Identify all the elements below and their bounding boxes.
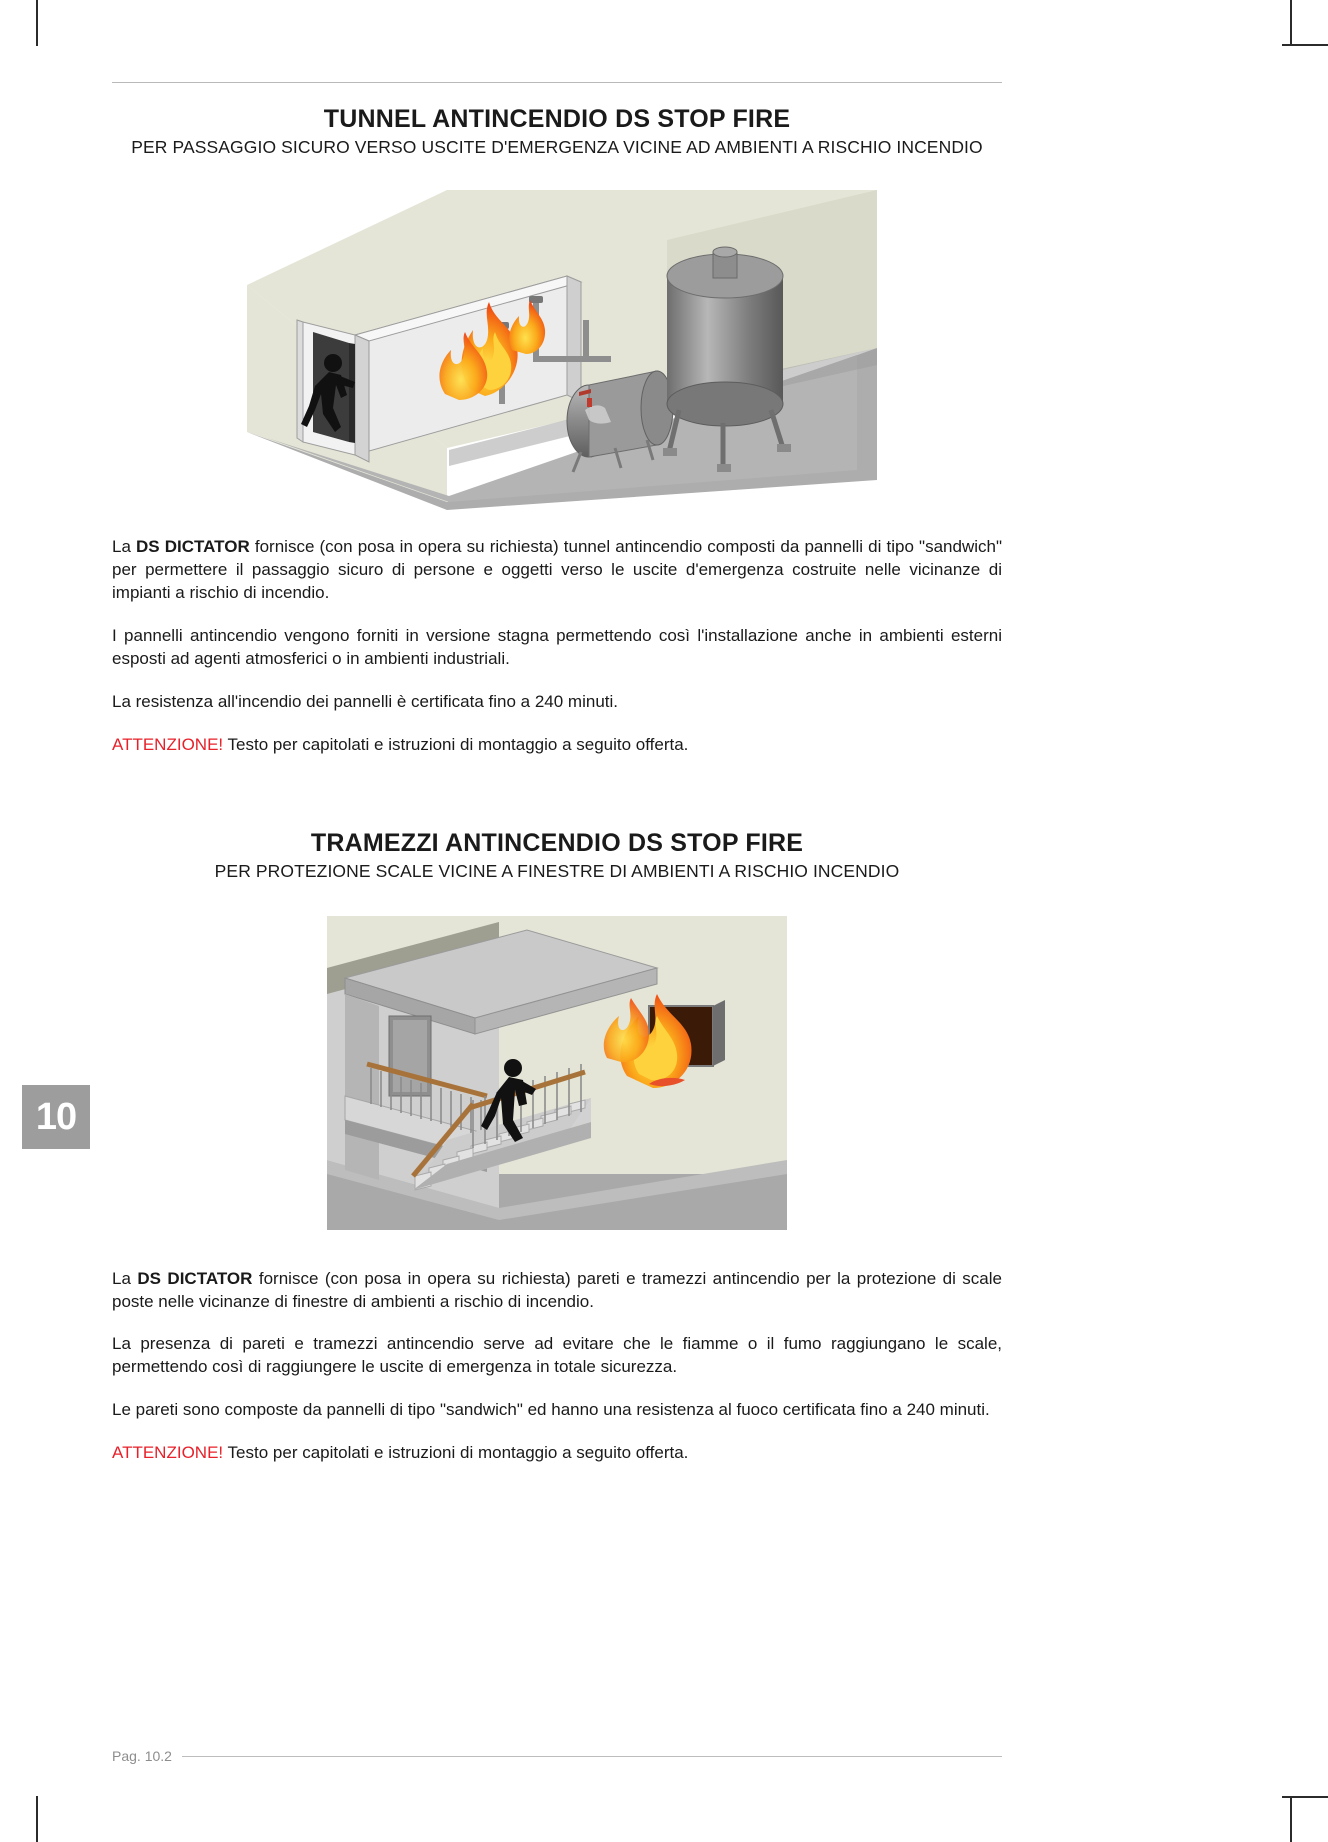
section-1-paragraph-2: I pannelli antincendio vengono forniti in versione stagna permettendo così l'installazione anche in ambienti esterni esposti ad agenti atmosferici o in ambienti industriali.: [112, 625, 1002, 668]
stairway-fire-illustration: [327, 908, 787, 1238]
warning-text: Testo per capitolati e istruzioni di montaggio a seguito offerta.: [223, 734, 689, 754]
brand-name-2: DS DICTATOR: [137, 1268, 253, 1288]
section-2-subtitle: PER PROTEZIONE SCALE VICINE A FINESTRE DI AMBIENTI A RISCHIO INCENDIO: [214, 860, 900, 881]
p1-pre: La: [112, 537, 137, 556]
crop-mark-bottom-right-vertical: [1290, 1796, 1292, 1842]
section-2-paragraph-3: Le pareti sono composte da pannelli di tipo "sandwich" ed hanno una resistenza al fuoco certificata fino a 240 minuti.: [112, 1400, 990, 1420]
section-2-paragraph-2: La presenza di pareti e tramezzi antincendio serve ad evitare che le fiamme o il fumo raggiungano le scale, permettendo così di raggiungere le uscite di emergenza in totale sicurezza.: [112, 1334, 1002, 1377]
tunnel-fire-illustration: [237, 180, 877, 510]
section-1-title: TUNNEL ANTINCENDIO DS STOP FIRE: [323, 105, 791, 133]
page-content: [112, 82, 1002, 1465]
section-2-header: [112, 829, 1002, 882]
brand-name: DS DICTATOR: [136, 537, 250, 556]
section-2-text: [112, 1268, 1002, 1466]
section-1-warning: [112, 734, 1002, 757]
page-chapter-number: 10: [35, 1096, 77, 1138]
crop-mark-bottom-left: [36, 1796, 38, 1842]
warning-text-2: Testo per capitolati e istruzioni di montaggio a seguito offerta.: [223, 1443, 689, 1463]
section-2-paragraph-1: [112, 1268, 1002, 1314]
page-footer: [112, 1748, 1002, 1764]
section-2-warning: [112, 1442, 1002, 1465]
p1-post: fornisce (con posa in opera su richiesta) tunnel antincendio composti da pannelli di tipo "sandwich" per permettere il passaggio sicuro di persone e oggetti verso le uscite d'emergenza costruite nelle vicinanze di impianti a rischio di incendio.: [112, 537, 1002, 602]
page-chapter-tab: [22, 1085, 90, 1149]
section-1-subtitle: PER PASSAGGIO SICURO VERSO USCITE D'EMERGENZA VICINE AD AMBIENTI A RISCHIO INCENDIO: [131, 137, 983, 157]
section-1-illustration: [112, 180, 1002, 510]
section-2-illustration: [112, 908, 1002, 1238]
section-2-title: TRAMEZZI ANTINCENDIO DS STOP FIRE: [310, 828, 804, 857]
section-1-text: [112, 536, 1002, 757]
crop-mark-top-left: [36, 0, 38, 46]
section-1-paragraph-3: La resistenza all'incendio dei pannelli è certificata fino a 240 minuti.: [112, 691, 618, 711]
p1-pre-2: La: [112, 1268, 138, 1288]
crop-mark-top-right-vertical: [1290, 0, 1292, 46]
warning-label-2: ATTENZIONE!: [112, 1443, 224, 1463]
footer-divider: [182, 1756, 1002, 1757]
warning-label: ATTENZIONE!: [112, 734, 224, 754]
crop-mark-bottom-right-horizontal: [1282, 1796, 1328, 1798]
crop-mark-top-right-horizontal: [1282, 44, 1328, 46]
section-1-paragraph-1: [112, 536, 1002, 605]
footer-page-label: Pag. 10.2: [112, 1748, 172, 1764]
header-divider: [112, 82, 1002, 83]
p1-post-2: fornisce (con posa in opera su richiesta) pareti e tramezzi antincendio per la protezione di scale poste nelle vicinanze di finestre di ambienti a rischio di incendio.: [112, 1268, 1002, 1311]
